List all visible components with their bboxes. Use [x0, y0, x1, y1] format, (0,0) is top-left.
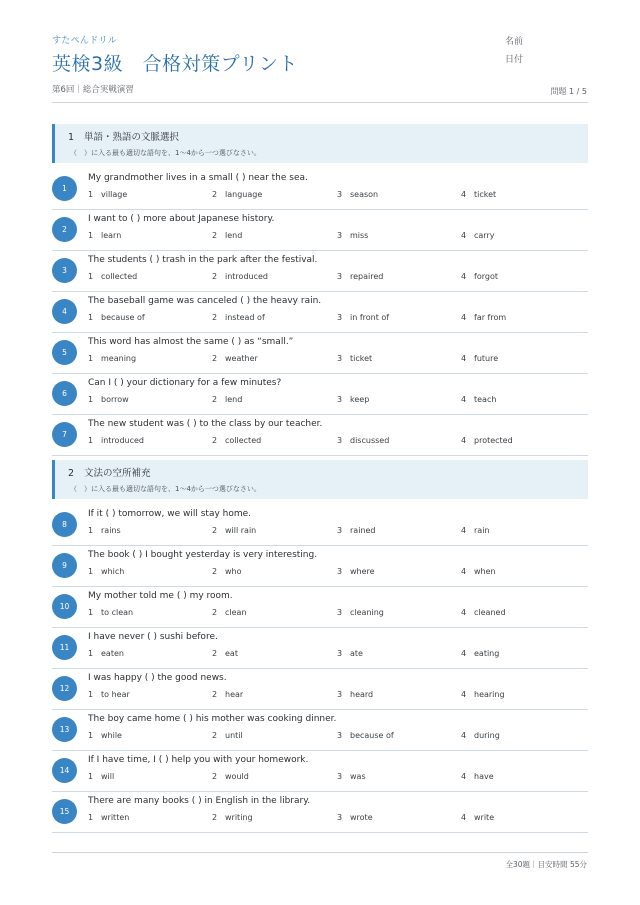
question-stem: The book ( ) I bought yesterday is very interesting. [88, 550, 318, 560]
answer-option[interactable] [88, 354, 136, 363]
question-number-badge: 13 [52, 717, 77, 742]
question-number-badge: 3 [52, 258, 77, 283]
answer-option[interactable] [212, 772, 249, 781]
answer-option[interactable] [461, 436, 513, 445]
option-text: meaning [101, 354, 137, 363]
option-number: 2 [212, 190, 218, 199]
question-number-badge: 6 [52, 381, 77, 406]
question-stem: Can I ( ) your dictionary for a few minutes? [88, 378, 282, 388]
answer-option[interactable] [337, 567, 375, 576]
page-indicator: 問題 1 / 5 [550, 87, 587, 96]
option-number: 4 [461, 649, 467, 658]
answer-option[interactable] [88, 190, 127, 199]
option-text: weather [225, 354, 258, 363]
answer-option[interactable] [337, 436, 389, 445]
answer-option[interactable] [337, 354, 372, 363]
option-number: 3 [337, 731, 343, 740]
answer-option[interactable] [337, 395, 369, 404]
question-row [52, 505, 588, 546]
option-text: instead of [225, 313, 265, 322]
option-text: when [474, 567, 496, 576]
option-text: while [101, 731, 122, 740]
answer-option[interactable] [337, 526, 375, 535]
option-text: lend [225, 231, 243, 240]
question-number-badge: 2 [52, 217, 77, 242]
option-text: protected [474, 436, 513, 445]
answer-option[interactable] [212, 354, 258, 363]
answer-option[interactable] [461, 567, 496, 576]
option-number: 3 [337, 354, 343, 363]
answer-option[interactable] [337, 272, 383, 281]
question-stem: I was happy ( ) the good news. [88, 673, 227, 683]
section-title [68, 465, 151, 479]
option-number: 2 [212, 567, 218, 576]
answer-option[interactable] [461, 272, 498, 281]
option-text: eat [225, 649, 238, 658]
question-number-badge: 8 [52, 512, 77, 537]
section-number: 1 [68, 132, 75, 143]
section-header [52, 460, 588, 499]
option-number: 4 [461, 772, 467, 781]
option-text: village [101, 190, 128, 199]
option-text: to hear [101, 690, 130, 699]
option-text: was [350, 772, 366, 781]
answer-option[interactable] [212, 272, 268, 281]
option-text: rain [474, 526, 490, 535]
option-number: 3 [337, 608, 343, 617]
question-stem: If it ( ) tomorrow, we will stay home. [88, 509, 252, 519]
section-number: 2 [68, 468, 75, 479]
option-number: 4 [461, 231, 467, 240]
answer-option[interactable] [88, 649, 124, 658]
option-number: 4 [461, 272, 467, 281]
option-number: 3 [337, 813, 343, 822]
option-text: cleaning [350, 608, 384, 617]
answer-option[interactable] [461, 772, 494, 781]
option-number: 1 [88, 772, 94, 781]
option-text: cleaned [474, 608, 506, 617]
option-text: in front of [350, 313, 390, 322]
answer-option[interactable] [212, 731, 243, 740]
option-text: which [101, 567, 125, 576]
answer-option[interactable] [88, 231, 121, 240]
footer-summary: 全30題｜目安時間 55分 [505, 860, 587, 869]
question-number-badge: 9 [52, 553, 77, 578]
question-number-badge: 14 [52, 758, 77, 783]
option-number: 4 [461, 567, 467, 576]
footer-divider [52, 852, 588, 853]
answer-option[interactable] [337, 731, 394, 740]
option-number: 4 [461, 526, 467, 535]
option-text: borrow [101, 395, 129, 404]
answer-option[interactable] [212, 436, 261, 445]
option-number: 2 [212, 272, 218, 281]
option-text: learn [101, 231, 122, 240]
option-text: future [474, 354, 499, 363]
option-number: 1 [88, 813, 94, 822]
option-number: 2 [212, 354, 218, 363]
answer-option[interactable] [88, 813, 129, 822]
option-number: 4 [461, 690, 467, 699]
answer-option[interactable] [461, 395, 496, 404]
answer-option[interactable] [212, 649, 238, 658]
option-text: would [225, 772, 249, 781]
option-text: forgot [474, 272, 498, 281]
option-text: to clean [101, 608, 134, 617]
option-text: miss [350, 231, 369, 240]
option-number: 4 [461, 395, 467, 404]
option-number: 2 [212, 731, 218, 740]
answer-option[interactable] [461, 526, 489, 535]
answer-option[interactable] [88, 436, 144, 445]
question-row [52, 374, 588, 415]
answer-option[interactable] [88, 690, 130, 699]
option-number: 3 [337, 395, 343, 404]
section-title [68, 129, 179, 143]
option-text: keep [350, 395, 370, 404]
option-number: 4 [461, 436, 467, 445]
option-number: 1 [88, 436, 94, 445]
option-text: until [225, 731, 243, 740]
option-text: repaired [350, 272, 384, 281]
option-number: 1 [88, 567, 94, 576]
option-text: writing [225, 813, 253, 822]
page-subtitle: 第6回｜総合実戦演習 [52, 85, 134, 95]
option-text: ticket [474, 190, 497, 199]
option-number: 2 [212, 608, 218, 617]
option-number: 4 [461, 190, 467, 199]
question-stem: The students ( ) trash in the park after the festival. [88, 255, 318, 265]
option-text: lend [225, 395, 243, 404]
answer-option[interactable] [461, 608, 506, 617]
option-text: will rain [225, 526, 257, 535]
option-text: far from [474, 313, 507, 322]
answer-option[interactable] [337, 313, 389, 322]
option-number: 3 [337, 272, 343, 281]
answer-option[interactable] [212, 608, 247, 617]
option-text: have [474, 772, 494, 781]
option-text: introduced [101, 436, 144, 445]
question-row [52, 169, 588, 210]
option-number: 1 [88, 731, 94, 740]
option-text: language [225, 190, 263, 199]
option-number: 3 [337, 231, 343, 240]
question-row [52, 210, 588, 251]
option-number: 3 [337, 436, 343, 445]
question-number-badge: 12 [52, 676, 77, 701]
option-number: 1 [88, 231, 94, 240]
option-text: rains [101, 526, 121, 535]
question-stem: I want to ( ) more about Japanese history. [88, 214, 275, 224]
question-number-badge: 11 [52, 635, 77, 660]
name-label: 名前 [505, 37, 524, 47]
answer-option[interactable] [337, 772, 366, 781]
option-text: ate [350, 649, 363, 658]
option-text: carry [474, 231, 495, 240]
answer-option[interactable] [461, 690, 505, 699]
option-text: heard [350, 690, 374, 699]
option-number: 1 [88, 690, 94, 699]
option-text: introduced [225, 272, 268, 281]
question-number-badge: 4 [52, 299, 77, 324]
option-number: 2 [212, 436, 218, 445]
option-text: will [101, 772, 115, 781]
question-row [52, 333, 588, 374]
question-row [52, 628, 588, 669]
answer-option[interactable] [88, 313, 145, 322]
option-text: clean [225, 608, 247, 617]
option-text: discussed [350, 436, 390, 445]
question-stem: The new student was ( ) to the class by our teacher. [88, 419, 323, 429]
question-number-badge: 10 [52, 594, 77, 619]
option-text: collected [225, 436, 262, 445]
answer-option[interactable] [337, 231, 368, 240]
answer-option[interactable] [337, 190, 378, 199]
question-row [52, 792, 588, 833]
option-text: because of [101, 313, 145, 322]
question-row [52, 292, 588, 333]
answer-option[interactable] [461, 313, 506, 322]
answer-option[interactable] [461, 354, 498, 363]
answer-option[interactable] [88, 272, 137, 281]
answer-option[interactable] [337, 813, 373, 822]
section-instruction: （ ）に入る最も適切な語句を、1〜4から一つ選びなさい。 [70, 485, 261, 493]
option-number: 1 [88, 354, 94, 363]
option-text: wrote [350, 813, 373, 822]
option-text: rained [350, 526, 376, 535]
section-title-text: 文法の空所補充 [84, 468, 151, 479]
question-stem: This word has almost the same ( ) as “small.” [88, 337, 294, 347]
option-number: 3 [337, 190, 343, 199]
option-number: 1 [88, 395, 94, 404]
question-stem: The baseball game was canceled ( ) the heavy rain. [88, 296, 322, 306]
brand-label: すたぺんドリル [52, 36, 118, 46]
option-number: 2 [212, 772, 218, 781]
answer-option[interactable] [88, 526, 121, 535]
answer-option[interactable] [461, 231, 494, 240]
question-number-badge: 5 [52, 340, 77, 365]
question-stem: There are many books ( ) in English in the library. [88, 796, 311, 806]
answer-option[interactable] [461, 649, 499, 658]
answer-option[interactable] [212, 526, 256, 535]
answer-option[interactable] [337, 690, 373, 699]
question-row [52, 251, 588, 292]
answer-option[interactable] [337, 649, 363, 658]
option-number: 1 [88, 313, 94, 322]
option-text: where [350, 567, 375, 576]
question-row [52, 415, 588, 456]
option-number: 2 [212, 231, 218, 240]
option-number: 2 [212, 813, 218, 822]
question-stem: If I have time, I ( ) help you with your homework. [88, 755, 309, 765]
option-text: eaten [101, 649, 124, 658]
answer-option[interactable] [212, 395, 242, 404]
option-number: 2 [212, 526, 218, 535]
option-text: teach [474, 395, 497, 404]
question-row [52, 587, 588, 628]
option-number: 3 [337, 313, 343, 322]
option-text: collected [101, 272, 138, 281]
option-number: 3 [337, 772, 343, 781]
option-number: 3 [337, 526, 343, 535]
question-row [52, 546, 588, 587]
option-text: eating [474, 649, 500, 658]
answer-option[interactable] [212, 231, 242, 240]
question-number-badge: 1 [52, 176, 77, 201]
option-text: write [474, 813, 495, 822]
page-title: 英検3級 合格対策プリント [52, 53, 298, 75]
option-number: 2 [212, 690, 218, 699]
answer-option[interactable] [88, 731, 122, 740]
answer-option[interactable] [212, 813, 253, 822]
section-header [52, 124, 588, 163]
date-label: 日付 [505, 55, 524, 65]
answer-option[interactable] [212, 313, 265, 322]
answer-option[interactable] [88, 772, 114, 781]
answer-option[interactable] [337, 608, 384, 617]
answer-option[interactable] [212, 190, 262, 199]
option-number: 4 [461, 608, 467, 617]
question-number-badge: 7 [52, 422, 77, 447]
option-number: 1 [88, 649, 94, 658]
option-number: 4 [461, 813, 467, 822]
question-stem: The boy came home ( ) his mother was cooking dinner. [88, 714, 337, 724]
answer-option[interactable] [461, 190, 496, 199]
option-number: 3 [337, 567, 343, 576]
question-number-badge: 15 [52, 799, 77, 824]
question-row [52, 751, 588, 792]
question-row [52, 710, 588, 751]
option-text: season [350, 190, 379, 199]
section-title-text: 単語・熟語の文脈選択 [84, 132, 180, 143]
option-number: 1 [88, 190, 94, 199]
option-number: 2 [212, 395, 218, 404]
answer-option[interactable] [461, 813, 494, 822]
option-number: 3 [337, 690, 343, 699]
option-number: 2 [212, 649, 218, 658]
question-stem: I have never ( ) sushi before. [88, 632, 218, 642]
option-text: written [101, 813, 130, 822]
question-row [52, 669, 588, 710]
option-text: because of [350, 731, 394, 740]
header-divider [52, 102, 588, 103]
option-number: 1 [88, 608, 94, 617]
question-stem: My grandmother lives in a small ( ) near the sea. [88, 173, 308, 183]
option-text: who [225, 567, 242, 576]
answer-option[interactable] [461, 731, 500, 740]
option-number: 2 [212, 313, 218, 322]
option-text: hear [225, 690, 244, 699]
section-instruction: （ ）に入る最も適切な語句を、1〜4から一つ選びなさい。 [70, 149, 261, 157]
option-text: during [474, 731, 500, 740]
answer-option[interactable] [212, 567, 242, 576]
option-number: 1 [88, 272, 94, 281]
answer-option[interactable] [88, 567, 124, 576]
option-text: hearing [474, 690, 505, 699]
option-number: 4 [461, 313, 467, 322]
answer-option[interactable] [88, 608, 133, 617]
option-number: 4 [461, 731, 467, 740]
option-number: 1 [88, 526, 94, 535]
answer-option[interactable] [212, 690, 243, 699]
option-text: ticket [350, 354, 373, 363]
option-number: 4 [461, 354, 467, 363]
question-stem: My mother told me ( ) my room. [88, 591, 233, 601]
option-number: 3 [337, 649, 343, 658]
answer-option[interactable] [88, 395, 129, 404]
